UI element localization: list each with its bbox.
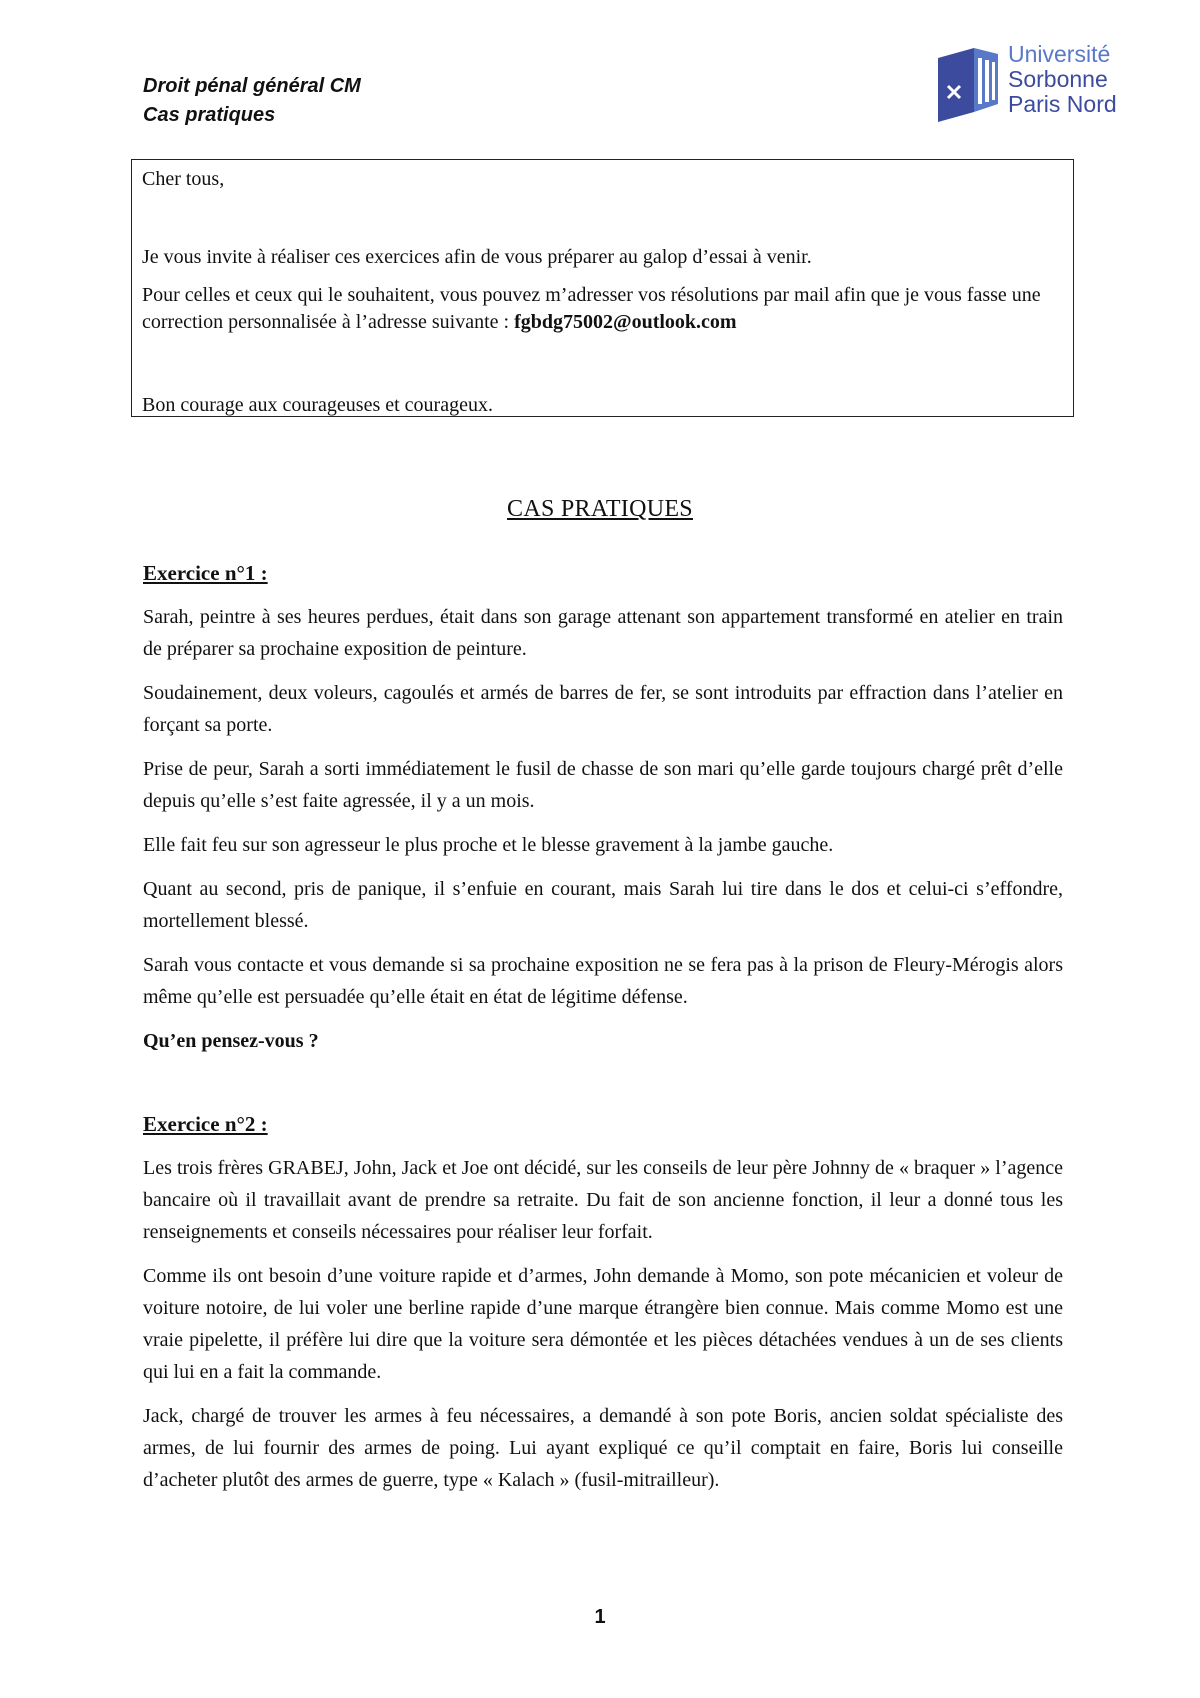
logo-line-3: Paris Nord <box>1008 91 1117 117</box>
course-title: Droit pénal général CM <box>143 75 361 97</box>
document-header <box>143 72 361 130</box>
intro-message-box <box>131 159 1074 417</box>
exercise-2-paragraph: Les trois frères GRABEJ, John, Jack et Joe ont décidé, sur les conseils de leur père Johnny de « braquer » l’agence bancaire où il travaillait avant de prendre sa retraite. Du fait de son ancienne fonction, il leur a donné tous les renseignements et conseils nécessaires pour réaliser leur forfait. <box>143 1157 1063 1243</box>
exercise-1-paragraph: Quant au second, pris de panique, il s’enfuie en courant, mais Sarah lui tire dans le dos et celui-ci s’effondre, mortellement blessé. <box>143 878 1063 932</box>
page-title: CAS PRATIQUES <box>507 496 693 522</box>
university-name <box>1008 42 1117 117</box>
intro-greeting: Cher tous, <box>142 168 225 190</box>
exercise-1-paragraph: Sarah, peintre à ses heures perdues, était dans son garage attenant son appartement transformé en atelier en train de préparer sa prochaine exposition de peinture. <box>143 606 1063 660</box>
exercise-2-title: Exercice n°2 : <box>143 1112 268 1136</box>
exercise-1-paragraph: Soudainement, deux voleurs, cagoulés et armés de barres de fer, se sont introduits par effraction dans l’atelier en forçant sa porte. <box>143 682 1063 736</box>
intro-mail-paragraph <box>142 282 1064 336</box>
university-emblem-icon <box>934 46 1002 124</box>
university-logo <box>934 41 1117 128</box>
intro-mail-text: Pour celles et ceux qui le souhaitent, vous pouvez m’adresser vos résolutions par mail afin que je vous fasse une correction personnalisée à l’adresse suivante : <box>142 284 1041 333</box>
logo-line-1: Université <box>1008 41 1111 67</box>
document-subtitle: Cas pratiques <box>143 104 276 126</box>
exercise-1-title: Exercice n°1 : <box>143 561 268 585</box>
page-number: 1 <box>594 1606 606 1628</box>
exercise-1-paragraph: Sarah vous contacte et vous demande si sa prochaine exposition ne se fera pas à la prison de Fleury-Mérogis alors même qu’elle est persuadée qu’elle était en état de légitime défense. <box>143 954 1063 1008</box>
exercise-1-paragraph: Elle fait feu sur son agresseur le plus proche et le blesse gravement à la jambe gauche. <box>143 834 834 856</box>
exercise-1 <box>143 557 1063 1069</box>
intro-closing: Bon courage aux courageuses et courageux. <box>142 394 493 416</box>
exercise-1-paragraph: Prise de peur, Sarah a sorti immédiatement le fusil de chasse de son mari qu’elle garde toujours chargé prêt d’elle depuis qu’elle s’est faite agressée, il y a un mois. <box>143 758 1063 812</box>
contact-email-link[interactable]: fgbdg75002@outlook.com <box>514 311 737 333</box>
logo-line-2: Sorbonne <box>1008 66 1108 92</box>
exercise-2-paragraph: Jack, chargé de trouver les armes à feu nécessaires, a demandé à son pote Boris, ancien soldat spécialiste des armes, de lui fournir des armes de poing. Lui ayant expliqué ce qu’il comptait en faire, Boris lui conseille d’acheter plutôt des armes de guerre, type « Kalach » (fusil-mitrailleur). <box>143 1405 1063 1491</box>
exercise-1-question: Qu’en pensez-vous ? <box>143 1030 319 1052</box>
exercise-2 <box>143 1108 1063 1508</box>
exercise-2-paragraph: Comme ils ont besoin d’une voiture rapide et d’armes, John demande à Momo, son pote mécanicien et voleur de voiture notoire, de lui voler une berline rapide d’une marque étrangère bien connue. Mais comme Momo est une vraie pipelette, il préfère lui dire que la voiture sera démontée et les pièces détachées vendues à un de ses clients qui lui en a fait la commande. <box>143 1265 1063 1383</box>
intro-invite: Je vous invite à réaliser ces exercices afin de vous préparer au galop d’essai à venir. <box>142 246 812 268</box>
